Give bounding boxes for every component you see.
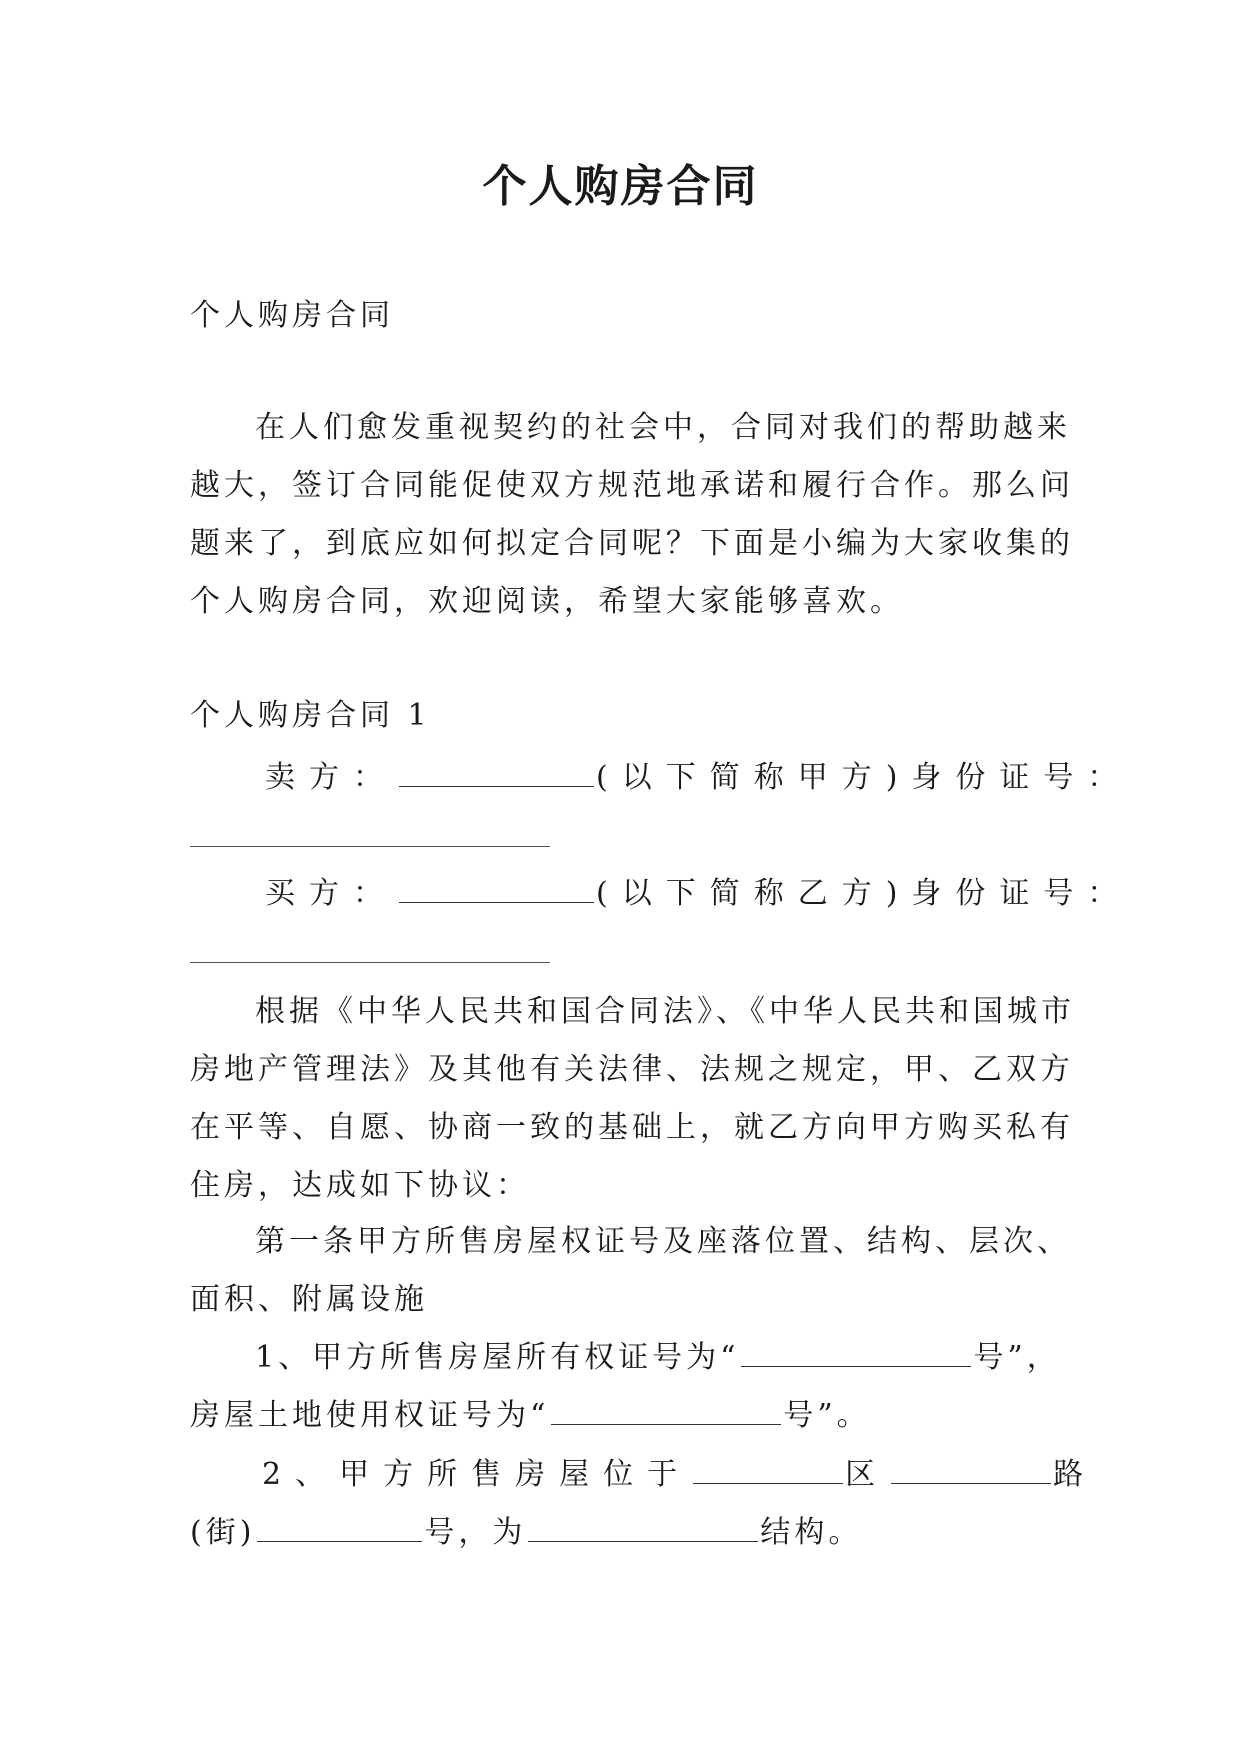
item2-text-b: 区 xyxy=(845,1457,890,1492)
item2-text-d: (街) xyxy=(190,1515,256,1550)
item1-text-a: 1、甲方所售房屋所有权证号为“ xyxy=(255,1340,740,1375)
item1-line-1 xyxy=(255,1338,1061,1378)
buyer-id-blank xyxy=(190,962,550,963)
item1-text-b: 号”， xyxy=(973,1340,1061,1375)
intro-line-1: 在人们愈发重视契约的社会中，合同对我们的帮助越来 xyxy=(255,410,1071,445)
land-cert-blank xyxy=(551,1398,781,1425)
section-title: 个人购房合同 1 xyxy=(190,698,431,733)
buyer-suffix: (以下简称乙方)身份证号： xyxy=(596,876,1132,911)
item1-text-c: 房屋土地使用权证号为“ xyxy=(190,1398,550,1433)
buyer-line xyxy=(265,874,1131,914)
item2-line-2 xyxy=(190,1513,862,1553)
intro-line-2: 越大，签订合同能促使双方规范地承诺和履行合作。那么问 xyxy=(190,468,1074,503)
item2-line-1 xyxy=(262,1455,1097,1495)
seller-id-blank xyxy=(190,846,550,847)
document-title: 个人购房合同 xyxy=(482,161,759,212)
buyer-label: 买方： xyxy=(265,876,397,911)
basis-line-4: 住房，达成如下协议： xyxy=(190,1168,530,1203)
item2-text-c: 路 xyxy=(1053,1457,1098,1492)
structure-blank xyxy=(528,1515,758,1542)
basis-line-2: 房地产管理法》及其他有关法律、法规之规定，甲、乙双方 xyxy=(190,1052,1074,1087)
subtitle: 个人购房合同 xyxy=(190,298,394,333)
basis-line-3: 在平等、自愿、协商一致的基础上，就乙方向甲方购买私有 xyxy=(190,1110,1074,1145)
intro-line-4: 个人购房合同，欢迎阅读，希望大家能够喜欢。 xyxy=(190,584,904,619)
item2-text-a: 2、甲方所售房屋位于 xyxy=(262,1457,692,1492)
seller-line xyxy=(265,758,1131,798)
district-blank xyxy=(693,1457,843,1484)
item2-text-f: 结构。 xyxy=(760,1515,863,1550)
article1-line-1: 第一条甲方所售房屋权证号及座落位置、结构、层次、 xyxy=(255,1224,1071,1259)
buyer-name-blank xyxy=(399,876,594,903)
ownership-cert-blank xyxy=(741,1340,971,1367)
item1-line-2 xyxy=(190,1396,871,1436)
intro-line-3: 题来了，到底应如何拟定合同呢？下面是小编为大家收集的 xyxy=(190,526,1074,561)
seller-name-blank xyxy=(399,760,594,787)
number-blank xyxy=(257,1515,422,1542)
basis-line-1: 根据《中华人民共和国合同法》、《中华人民共和国城市 xyxy=(255,994,1075,1029)
road-blank xyxy=(891,1457,1051,1484)
seller-suffix: (以下简称甲方)身份证号： xyxy=(596,760,1132,795)
item1-text-d: 号”。 xyxy=(783,1398,871,1433)
article1-line-2: 面积、附属设施 xyxy=(190,1282,428,1317)
seller-label: 卖方： xyxy=(265,760,397,795)
item2-text-e: 号，为 xyxy=(424,1515,527,1550)
